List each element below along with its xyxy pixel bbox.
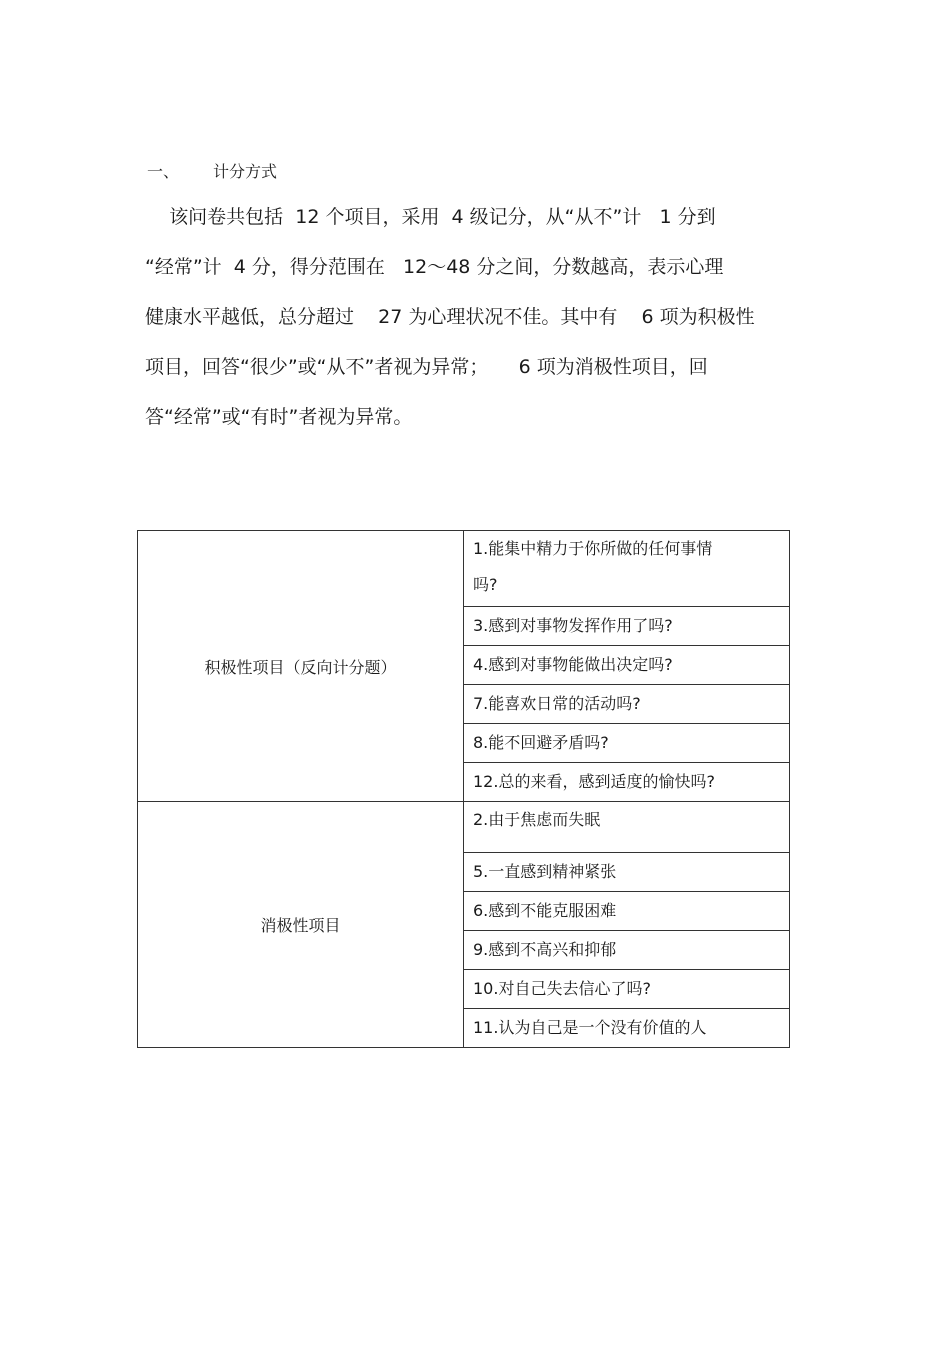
negative-item: 6.感到不能克服困难 [464,892,790,931]
negative-item: 5.一直感到精神紧张 [464,853,790,892]
table-row [138,531,790,607]
positive-group-label: 积极性项目（反向计分题） [138,531,464,802]
positive-item-line: 1.能集中精力于你所做的任何事情 [473,539,713,558]
negative-group-label: 消极性项目 [138,802,464,1048]
positive-item: 8.能不回避矛盾吗? [464,724,790,763]
positive-item: 3.感到对事物发挥作用了吗? [464,607,790,646]
section-title: 计分方式 [213,162,278,181]
scoring-table [137,530,790,1048]
negative-item: 11.认为自己是一个没有价值的人 [464,1009,790,1048]
paragraph-line: “经常”计 4 分，得分范围在 12～48 分之间，分数越高，表示心理 [145,256,724,278]
positive-item: 12.总的来看，感到适度的愉快吗? [464,763,790,802]
positive-item: 4.感到对事物能做出决定吗? [464,646,790,685]
negative-item: 9.感到不高兴和抑郁 [464,931,790,970]
negative-item: 2.由于焦虑而失眠 [464,802,790,853]
paragraph-line: 答“经常”或“有时”者视为异常。 [145,406,413,428]
positive-item: 7.能喜欢日常的活动吗? [464,685,790,724]
positive-item [464,531,790,607]
positive-item-line: 吗? [473,575,498,594]
section-heading [147,161,277,183]
negative-item: 10.对自己失去信心了吗? [464,970,790,1009]
paragraph-line: 该问卷共包括 12 个项目，采用 4 级记分，从“从不”计 1 分到 [145,206,716,228]
paragraph-line: 健康水平越低，总分超过 27 为心理状况不佳。其中有 6 项为积极性 [145,306,755,328]
paragraph-line: 项目，回答“很少”或“从不”者视为异常； 6 项为消极性项目，回 [145,356,708,378]
section-number: 一、 [147,162,180,181]
table-row [138,802,790,853]
